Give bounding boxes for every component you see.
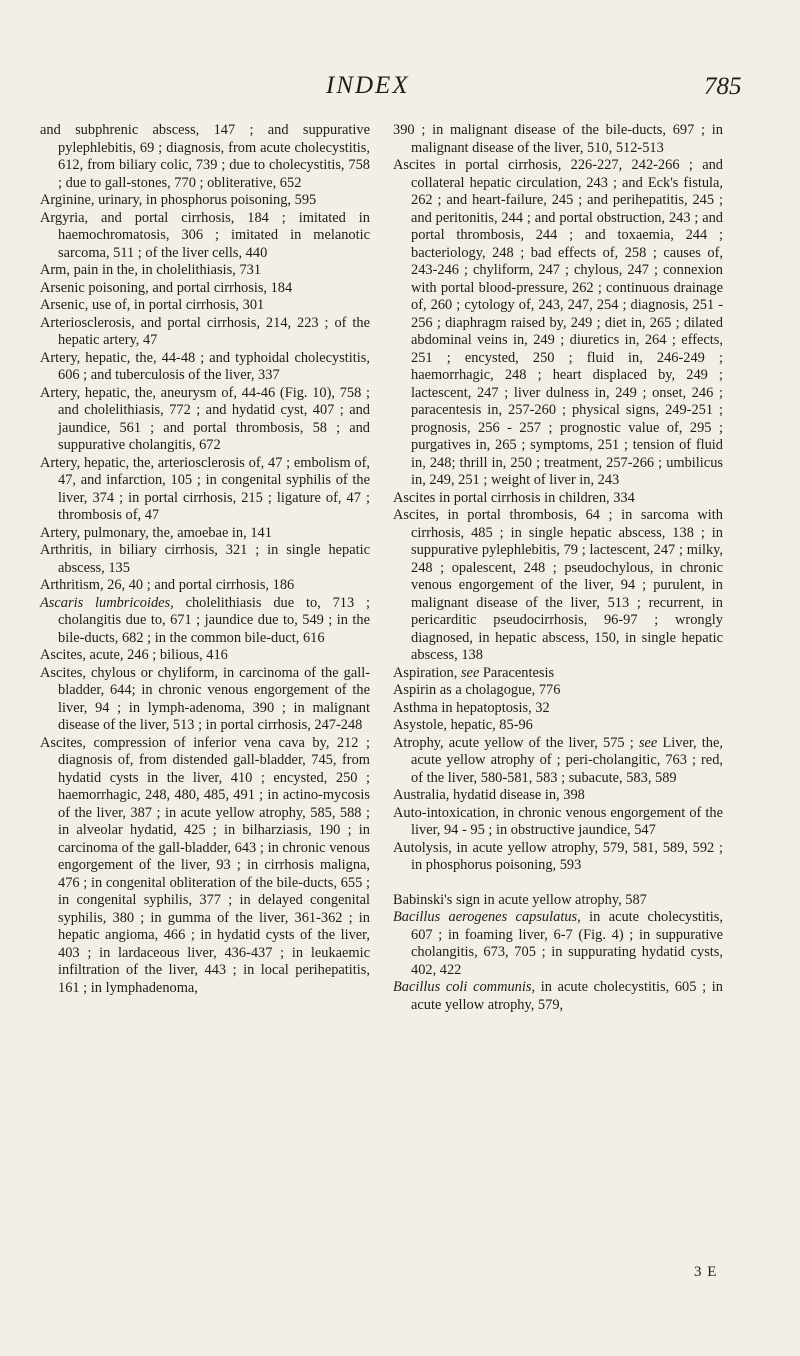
index-column-right: [393, 122, 723, 1014]
index-entry: [393, 892, 723, 910]
entry-text: Aspirin as a cholagogue, 776: [393, 682, 561, 698]
index-entry: [393, 840, 723, 875]
entry-heading-italic: Ascaris lumbricoides,: [40, 594, 174, 611]
entry-text: Arthritism, 26, 40 ; and portal cirrhosis, 186: [40, 577, 295, 593]
index-entry: [393, 157, 723, 490]
page-header: [0, 72, 800, 108]
entry-text: Babinski's sign in acute yellow atrophy, 587: [393, 891, 647, 908]
index-entry: [40, 122, 370, 192]
entry-text: Auto-intoxication, in chronic venous engorgement of the liver, 94 - 95 ; in obstructive jaundice, 547: [393, 804, 723, 838]
index-entry: [393, 665, 723, 683]
entry-text: Arteriosclerosis, and portal cirrhosis, 214, 223 ; of the hepatic artery, 47: [40, 314, 370, 348]
index-entry: [40, 577, 370, 595]
entry-text: Aspiration,: [393, 664, 461, 681]
index-column-left: [40, 122, 370, 997]
index-entry: [393, 507, 723, 665]
entry-text: Autolysis, in acute yellow atrophy, 579, 581, 589, 592 ; in phosphorus poisoning, 593: [393, 839, 723, 873]
index-entry: [40, 385, 370, 455]
index-entry: [393, 979, 723, 1014]
entry-text: Arginine, urinary, in phosphorus poisoning, 595: [40, 192, 317, 208]
entry-text: Artery, pulmonary, the, amoebae in, 141: [40, 524, 272, 541]
index-entry: [393, 700, 723, 718]
see-reference: see: [460, 664, 480, 681]
entry-text: Artery, hepatic, the, 44-48 ; and typhoidal cholecystitis, 606 ; and tuberculosis of the liver, 337: [40, 349, 370, 383]
index-entry: [393, 490, 723, 508]
entry-text: Artery, hepatic, the, arteriosclerosis of, 47 ; embolism of, 47, and infarction, 105 ; in congenital syphilis of the liver, 374 ; in portal cirrhosis, 215 ; ligature of, 47 ; thrombosis of, 47: [40, 454, 370, 523]
entry-text: cholelithiasis due to, 713 ; cholangitis due to, 671 ; jaundice due to, 549 ; in the bile-ducts, 682 ; in the common bile-duct, 616: [58, 594, 370, 646]
entry-heading-italic: Bacillus coli communis,: [393, 979, 536, 995]
index-entry: [40, 735, 370, 998]
entry-text: Ascites, in portal thrombosis, 64 ; in sarcoma with cirrhosis, 485 ; in single hepatic abscess, 138 ; in suppurative pylephlebitis, 79 ; lactescent, 247 ; milky, 248 ; opalescent, 248 ; pseudochylous, in chronic venous engorgement of the liver, 94 ; purulent, in malignant disease of the liver, 513 ; recurrent, in pericarditic pseudocirrhosis, 96-97 ; wrongly diagnosed, in hepatic abscess, 150, in single hepatic abscess, 138: [393, 507, 723, 663]
index-entry: [40, 315, 370, 350]
index-entry: [393, 735, 723, 788]
index-entry: [393, 717, 723, 735]
entry-text: 390 ; in malignant disease of the bile-ducts, 697 ; in malignant disease of the liver, 510, 512-513: [393, 122, 723, 156]
signature-mark: 3 E: [694, 1264, 718, 1280]
running-head: INDEX: [326, 72, 410, 99]
entry-text: Asystole, hepatic, 85-96: [393, 717, 533, 733]
page-number: 785: [704, 73, 742, 100]
entry-text: in acute cholecystitis, 607 ; in foaming liver, 6-7 (Fig. 4) ; in suppurative cholangitis, 673, 705 ; in suppurating hydatid cysts, 402, 422: [411, 909, 723, 978]
index-entry: [40, 525, 370, 543]
index-entry: [40, 297, 370, 315]
entry-text: and subphrenic abscess, 147 ; and suppurative pylephlebitis, 69 ; diagnosis, from acute cholecystitis, 612, from biliary colic, 739 ; due to cholecystitis, 758 ; due to gall-stones, 770 ; obliterative, 652: [40, 122, 370, 191]
index-entry: [393, 787, 723, 805]
entry-text-tail: Liver, the, acute yellow atrophy of ; peri-cholangitic, 763 ; red, of the liver, 580-581, 583 ; subacute, 583, 589: [411, 734, 723, 786]
entry-text-tail: Paracentesis: [479, 664, 555, 681]
index-entry: [393, 805, 723, 840]
index-entry: [40, 280, 370, 298]
index-entry: [40, 665, 370, 735]
entry-heading-italic: Bacillus aerogenes capsulatus,: [393, 909, 581, 925]
entry-text: Ascites in portal cirrhosis in children, 334: [393, 489, 635, 506]
index-entry: [393, 122, 723, 157]
entry-text: Ascites, chylous or chyliform, in carcinoma of the gall-bladder, 644; in chronic venous engorgement of the liver, 94 ; in lymph-adenoma, 390 ; in malignant disease of the liver, 513 ; in portal cirrhosis, 247-248: [40, 664, 370, 733]
entry-text: Ascites in portal cirrhosis, 226-227, 242-266 ; and collateral hepatic circulation, 243 ; and Eck's fistula, 262 ; and heart-failure, 245 ; and perihepatitis, 245 ; and peritonitis, 244 ; and portal obstruction, 243 ; and portal thrombosis, 244 ; and toxaemia, 244 ; bacteriology, 248 ; bad effects of, 258 ; causes of, 243-246 ; chyliform, 247 ; chylous, 247 ; connexion with portal blood-pressure, 262 ; continuous drainage of, 260 ; cytology of, 243, 247, 254 ; diagnosis, 251 - 256 ; diaphragm raised by, 249 ; diet in, 265 ; dilated abdominal veins in, 249 ; diuretics in, 264 ; effects, 251 ; encysted, 250 ; fluid in, 246-249 ; haemorrhagic, 248 ; heart displaced by, 249 ; lactescent, 247 ; liver dulness in, 249 ; onset, 246 ; paracentesis in, 257-260 ; physical signs, 249-251 ; prognosis, 256 - 257 ; prognostic value of, 295 ; purgatives in, 265 ; symptoms, 251 ; tension of fluid in, 248; thrill in, 250 ; treatment, 257-266 ; umbilicus in, 249, 251 ; weight of liver in, 243: [393, 157, 723, 488]
entry-text: Atrophy, acute yellow of the liver, 575 ;: [393, 734, 639, 751]
index-entry: [40, 542, 370, 577]
index-entry: [40, 647, 370, 665]
entry-text: Argyria, and portal cirrhosis, 184 ; imitated in haemochromatosis, 306 ; imitated in melanotic sarcoma, 511 ; of the liver cells, 440: [40, 209, 370, 261]
index-entry: [393, 909, 723, 979]
entry-text: Arm, pain in the, in cholelithiasis, 731: [40, 262, 262, 278]
entry-text: Arthritis, in biliary cirrhosis, 321 ; in single hepatic abscess, 135: [40, 542, 370, 576]
index-entry: [40, 350, 370, 385]
index-entry: [40, 595, 370, 648]
entry-text: Artery, hepatic, the, aneurysm of, 44-46 (Fig. 10), 758 ; and cholelithiasis, 772 ; and hydatid cyst, 407 ; and jaundice, 561 ; and portal thrombosis, 58 ; and suppurative cholangitis, 672: [40, 384, 370, 453]
index-entry: [40, 192, 370, 210]
entry-text: in acute cholecystitis, 605 ; in acute yellow atrophy, 579,: [411, 979, 723, 1013]
entry-text: Australia, hydatid disease in, 398: [393, 787, 585, 803]
entry-text: Ascites, compression of inferior vena cava by, 212 ; diagnosis of, from distended gall-bladder, 745, from hydatid cysts in the liver, 410 ; encysted, 250 ; haemorrhagic, 248, 480, 485, 491 ; in actino-mycosis of the liver, 387 ; in acute yellow atrophy, 585, 588 ; in alveolar hydatid, 425 ; in bilharziasis, 190 ; in carcinoma of the gall-bladder, 643 ; in chronic venous engorgement of the liver, 93 ; in cirrhosis maligna, 476 ; in congenital obliteration of the bile-ducts, 655 ; in congenital syphilis, 377 ; in delayed congenital syphilis, 380 ; in gumma of the liver, 361-362 ; in hepatic angioma, 466 ; in hydatid cysts of the liver, 403 ; in lardaceous liver, 436-437 ; in leukaemic infiltration of the liver, 443 ; in local perihepatitis, 161 ; in lymphadenoma,: [40, 734, 370, 996]
index-entry: [40, 210, 370, 263]
entry-text: Asthma in hepatoptosis, 32: [393, 699, 550, 716]
entry-text: Arsenic poisoning, and portal cirrhosis, 184: [40, 279, 293, 296]
index-entry: [40, 455, 370, 525]
index-entry: [393, 682, 723, 700]
index-entry: [40, 262, 370, 280]
entry-text: Arsenic, use of, in portal cirrhosis, 301: [40, 297, 265, 313]
see-reference: see: [638, 734, 658, 751]
entry-text: Ascites, acute, 246 ; bilious, 416: [40, 647, 228, 663]
